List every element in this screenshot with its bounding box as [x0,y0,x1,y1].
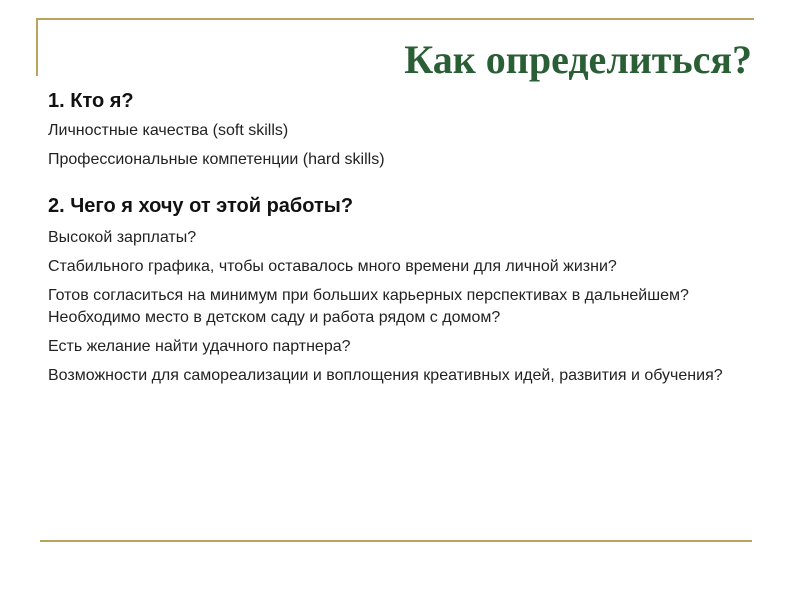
section2-item-salary: Высокой зарплаты? [48,229,197,246]
slide-title: Как определиться? [404,37,752,82]
section1-item-hard-skills: Профессиональные компетенции (hard skills) [48,151,385,168]
section2-item-career: Готов согласиться на минимум при больших карьерных перспективах в дальнейшем? Необходимо место в детском саду и работа рядом с домом? [48,287,689,326]
section1-heading: 1. Кто я? [48,90,134,112]
section2-heading: 2. Чего я хочу от этой работы? [48,195,354,217]
frame-left-line [36,18,38,76]
frame-bottom-line [40,540,752,542]
section2-item-schedule: Стабильного графика, чтобы оставалось много времени для личной жизни? [48,258,617,275]
section1-item-soft-skills: Личностные качества (soft skills) [48,122,289,139]
section2-item-self-realization: Возможности для самореализации и воплощения креативных идей, развития и обучения? [48,367,723,384]
section2-item-partner: Есть желание найти удачного партнера? [48,338,351,355]
slide-content [48,88,760,394]
frame-top-line [36,18,754,20]
